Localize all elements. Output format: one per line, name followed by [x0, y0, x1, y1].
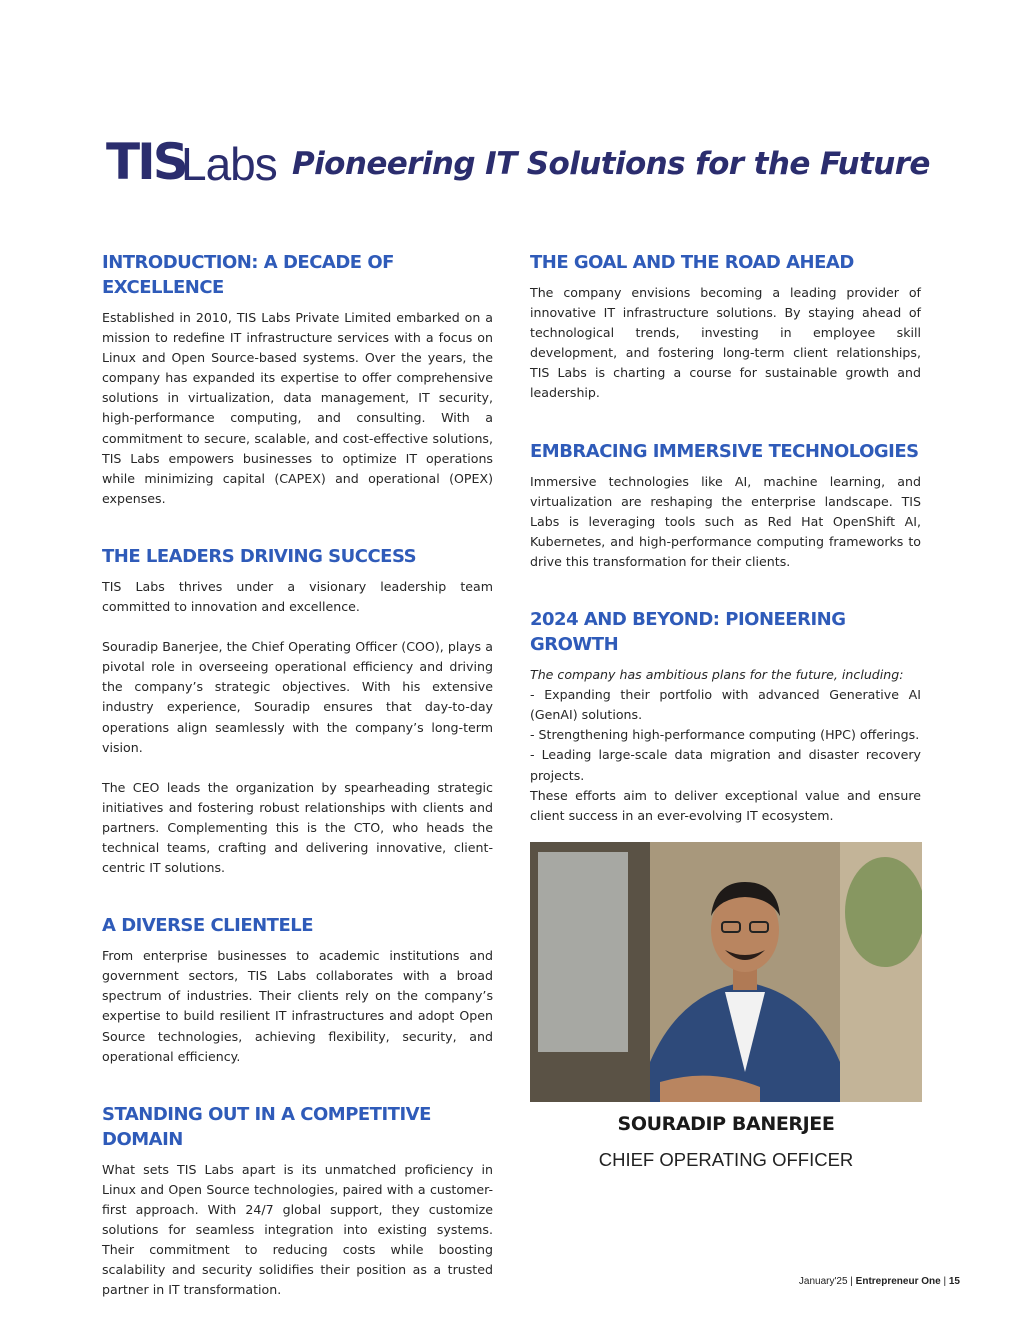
leaders-paragraph-1: TIS Labs thrives under a visionary leadership team committed to innovation and excellence.: [102, 578, 493, 615]
section-leaders: [102, 544, 493, 878]
section-goal: [530, 250, 921, 404]
beyond-intro: The company has ambitious plans for the future, including:: [530, 667, 904, 683]
logo-word: Labs: [181, 138, 277, 190]
footer-separator-2: |: [943, 1276, 947, 1287]
page-footer: [799, 1276, 960, 1287]
immersive-heading: EMBRACING IMMERSIVE TECHNOLOGIES: [530, 440, 919, 462]
footer-date: January'25: [798, 1276, 848, 1287]
beyond-item-1: - Expanding their portfolio with advanced Generative AI (GenAI) solutions.: [530, 687, 921, 723]
page-title: Pioneering IT Solutions for the Future: [292, 146, 930, 182]
beyond-outro: These efforts aim to deliver exceptional value and ensure client success in an ever-evolving IT ecosystem.: [530, 787, 921, 823]
leaders-heading: THE LEADERS DRIVING SUCCESS: [102, 545, 417, 567]
standing-heading: STANDING OUT IN A COMPETITIVE DOMAIN: [102, 1103, 431, 1150]
section-standing-out: [102, 1102, 493, 1301]
portrait-photo: [530, 842, 922, 1102]
intro-text: Established in 2010, TIS Labs Private Limited embarked on a mission to redefine IT infrastructure services with a focus on Linux and Open Source-based systems. Over the years, the company has expanded its expertise to offer comprehensive solutions in virtualization, data management, IT security, high-performance computing, and consulting. With a commitment to secure, scalable, and cost-effective solutions, TIS Labs empowers businesses to optimize IT operations while minimizing capital (CAPEX) and operational (OPEX) expenses.: [102, 310, 493, 506]
beyond-item-2: - Strengthening high-performance computing (HPC) offerings.: [530, 727, 920, 743]
profile-role: CHIEF OPERATING OFFICER: [598, 1149, 854, 1170]
footer-magazine: Entrepreneur One: [855, 1276, 941, 1287]
intro-heading: INTRODUCTION: A DECADE OF EXCELLENCE: [102, 252, 394, 298]
tis-labs-logo: [106, 128, 278, 196]
beyond-heading: 2024 AND BEYOND: PIONEERING GROWTH: [530, 609, 846, 656]
portrait-illustration: [530, 842, 922, 1102]
goal-heading: THE GOAL AND THE ROAD AHEAD: [530, 252, 854, 273]
logo-mark: TIS: [106, 133, 186, 191]
footer-separator-1: |: [850, 1276, 853, 1287]
left-column: [102, 250, 493, 1335]
beyond-item-3: - Leading large-scale data migration and disaster recovery projects.: [530, 747, 921, 783]
section-clientele: [102, 913, 493, 1067]
right-column: [530, 250, 921, 861]
section-beyond: [530, 607, 921, 826]
profile-name: SOURADIP BANERJEE: [617, 1113, 835, 1135]
clientele-heading: A DIVERSE CLIENTELE: [102, 915, 314, 937]
standing-text: What sets TIS Labs apart is its unmatched proficiency in Linux and Open Source technologies, paired with a customer-first approach. With 24/7 global support, they customize solutions for seamless integration into existing systems. Their commitment to reducing costs while boosting scalability and security solidifies their position as a trusted partner in IT transformation.: [102, 1161, 493, 1298]
section-introduction: [102, 250, 493, 509]
immersive-text: Immersive technologies like AI, machine learning, and virtualization are reshaping the enterprise landscape. TIS Labs is leveraging tools such as Red Hat OpenShift AI, Kubernetes, and high-performance computing frameworks to drive this transformation for their clients.: [530, 473, 921, 569]
leaders-paragraph-3: The CEO leads the organization by spearheading strategic initiatives and fostering robust relationships with clients and partners. Complementing this is the CTO, who heads the technical teams, crafting and delivering innovative, client-centric IT solutions.: [102, 779, 493, 876]
footer-page-number: 15: [948, 1276, 960, 1287]
clientele-text: From enterprise businesses to academic institutions and government sectors, TIS Labs collaborates with a broad spectrum of industries. Their clients rely on the company’s expertise to build resilient IT infrastructures and adopt Open Source technologies, achieving flexibility, security, and operational efficiency.: [102, 948, 493, 1064]
section-immersive: [530, 439, 921, 572]
goal-text: The company envisions becoming a leading provider of innovative IT infrastructure solutions. By staying ahead of technological trends, investing in employee skill development, and fostering long-term client relationships, TIS Labs is charting a course for sustainable growth and leadership.: [530, 285, 921, 401]
leaders-paragraph-2: Souradip Banerjee, the Chief Operating Officer (COO), plays a pivotal role in overseeing operational efficiency and driving the company’s strategic objectives. With his extensive industry experience, Souradip ensures that day-to-day operations align seamlessly with the company’s long-term vision.: [102, 639, 493, 755]
